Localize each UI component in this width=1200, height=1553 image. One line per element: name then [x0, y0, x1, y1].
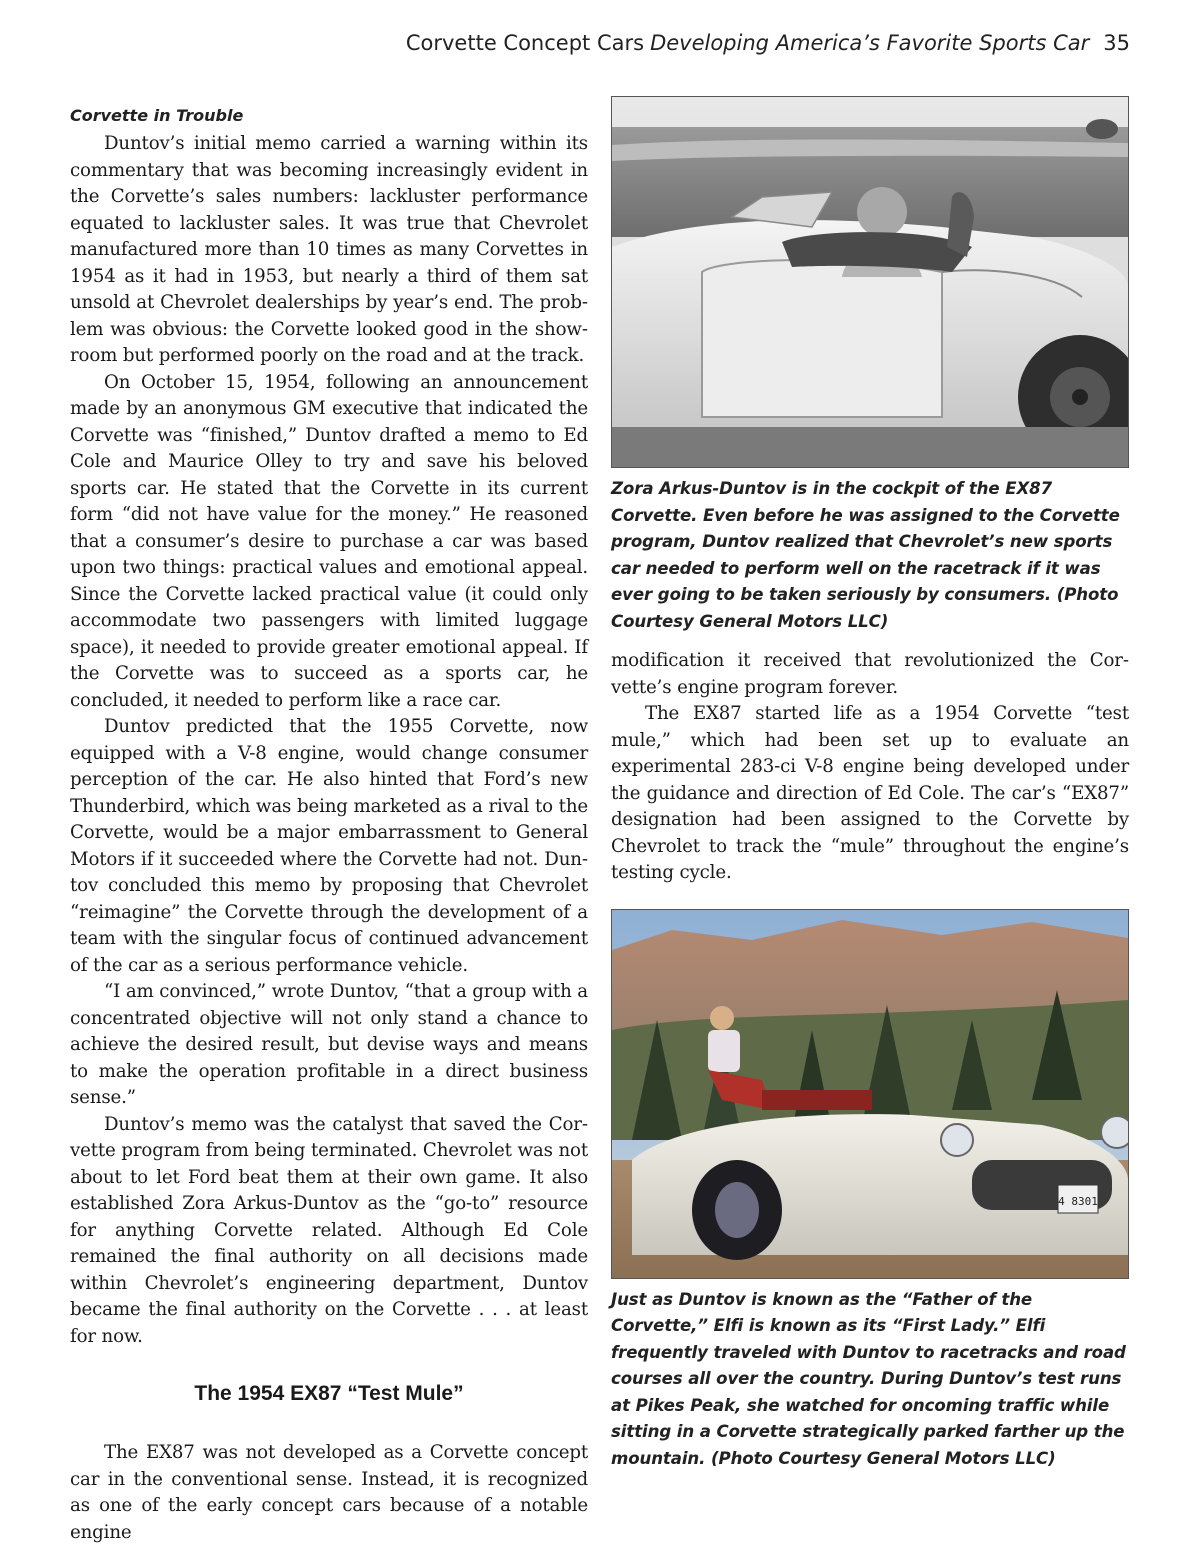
photo-elfi-corvette: [611, 909, 1129, 1279]
section-heading: The 1954 EX87 “Test Mule”: [194, 1382, 464, 1405]
right-body-text: [611, 648, 1129, 887]
paragraph: modification it received that revolutionized the Corvette’s engine program forever.: [611, 650, 1129, 698]
paragraph: Duntov predicted that the 1955 Corvette, now equipped with a V-8 engine, would change consumer perception of the car. He also hinted that Ford’s new Thunderbird, which was being marketed as a rival to the Corvette, would be a major embarrassment to General Motors if it succeeded where the Corvette had not. Duntov concluded this memo by proposing that Chevrolet “reimagine” the Corvette through the development of a team with the singular focus of continued advancement of the car as a serious performance vehicle.: [70, 716, 588, 976]
paragraph: “I am convinced,” wrote Duntov, “that a group with a concentrated objective will not only stand a chance to achieve the desired result, but devise ways and means to make the operation profitable in a direct business sense.”: [70, 981, 588, 1108]
photo-elfi-corvette-image: [612, 910, 1128, 1278]
running-header: [406, 31, 1130, 55]
photo2-caption: Just as Duntov is known as the “Father of the Corvette,” Elfi is known as its “First Lady.” Elfi frequently traveled with Duntov to racetracks and road courses all over the country. During Duntov’s test runs at Pikes Peak, she watched for oncoming traffic while sitting in a Corvette strategically parked farther up the mountain. (Photo Courtesy General Motors LLC): [611, 1289, 1126, 1468]
page-number: 35: [1103, 31, 1130, 55]
subhead-corvette-in-trouble: Corvette in Trouble: [70, 106, 244, 125]
paragraph: The EX87 started life as a 1954 Corvette “test mule,” which had been set up to evaluate an experimental 283-ci V-8 engine being developed under the guidance and direction of Ed Cole. The car’s “EX87” designation had been assigned to the Corvette by Chevrolet to track the “mule” throughout the engine’s testing cycle.: [611, 703, 1129, 883]
photo-duntov-ex87: [611, 96, 1129, 468]
license-plate: 4 8301: [1058, 1194, 1098, 1208]
header-subtitle: Developing America’s Favorite Sports Car: [650, 31, 1090, 55]
header-book-title: Corvette Concept Cars: [405, 31, 645, 55]
paragraph: Duntov’s memo was the catalyst that saved the Corvette program from being terminated. Chevrolet was not about to let Ford beat them at their own game. It also established Zora Arkus-Duntov as the “go-to” resource for anything Corvette related. Although Ed Cole remained the final authority on all decisions made within Chevrolet’s engineering department, Duntov became the final authority on the Corvette . . . at least for now.: [70, 1113, 588, 1347]
photo1-caption: Zora Arkus-Duntov is in the cockpit of the EX87 Corvette. Even before he was assigned to the Corvette program, Duntov realized that Chevrolet’s new sports car needed to perform well on the racetrack if it was ever going to be taken seriously by consumers. (Photo Courtesy General Motors LLC): [611, 479, 1120, 631]
photo-duntov-ex87-image: [612, 97, 1128, 467]
paragraph: The EX87 was not developed as a Corvette concept car in the conventional sense. Instead, it is recognized as one of the early concept cars because of a notable engine: [70, 1442, 588, 1543]
right-column: [611, 96, 1129, 1472]
left-column: [70, 104, 588, 1546]
paragraph: On October 15, 1954, following an announcement made by an anonymous GM executive that indicated the Corvette was “finished,” Duntov drafted a memo to Ed Cole and Maurice Olley to try and save his beloved sports car. He stated that the Corvette in its current form “did not have value for the money.” He reasoned that a consumer’s desire to purchase a car was based upon two things: practical values and emotional appeal. Since the Corvette lacked practical value (it could only accommodate two passengers with limited luggage space), it needed to provide greater emotional appeal. If the Corvette was to succeed as a sports car, he concluded, it needed to perform like a race car.: [70, 371, 588, 711]
paragraph: Duntov’s initial memo carried a warning within its commentary that was becoming increasingly evident in the Corvette’s sales numbers: lackluster performance equated to lackluster sales. It was true that Chevrolet manufactured more than 10 times as many Corvettes in 1954 as it had in 1953, but nearly a third of them sat unsold at Chevrolet dealerships by year’s end. The problem was obvious: the Corvette looked good in the showroom but performed poorly on the road and at the track.: [70, 133, 588, 366]
